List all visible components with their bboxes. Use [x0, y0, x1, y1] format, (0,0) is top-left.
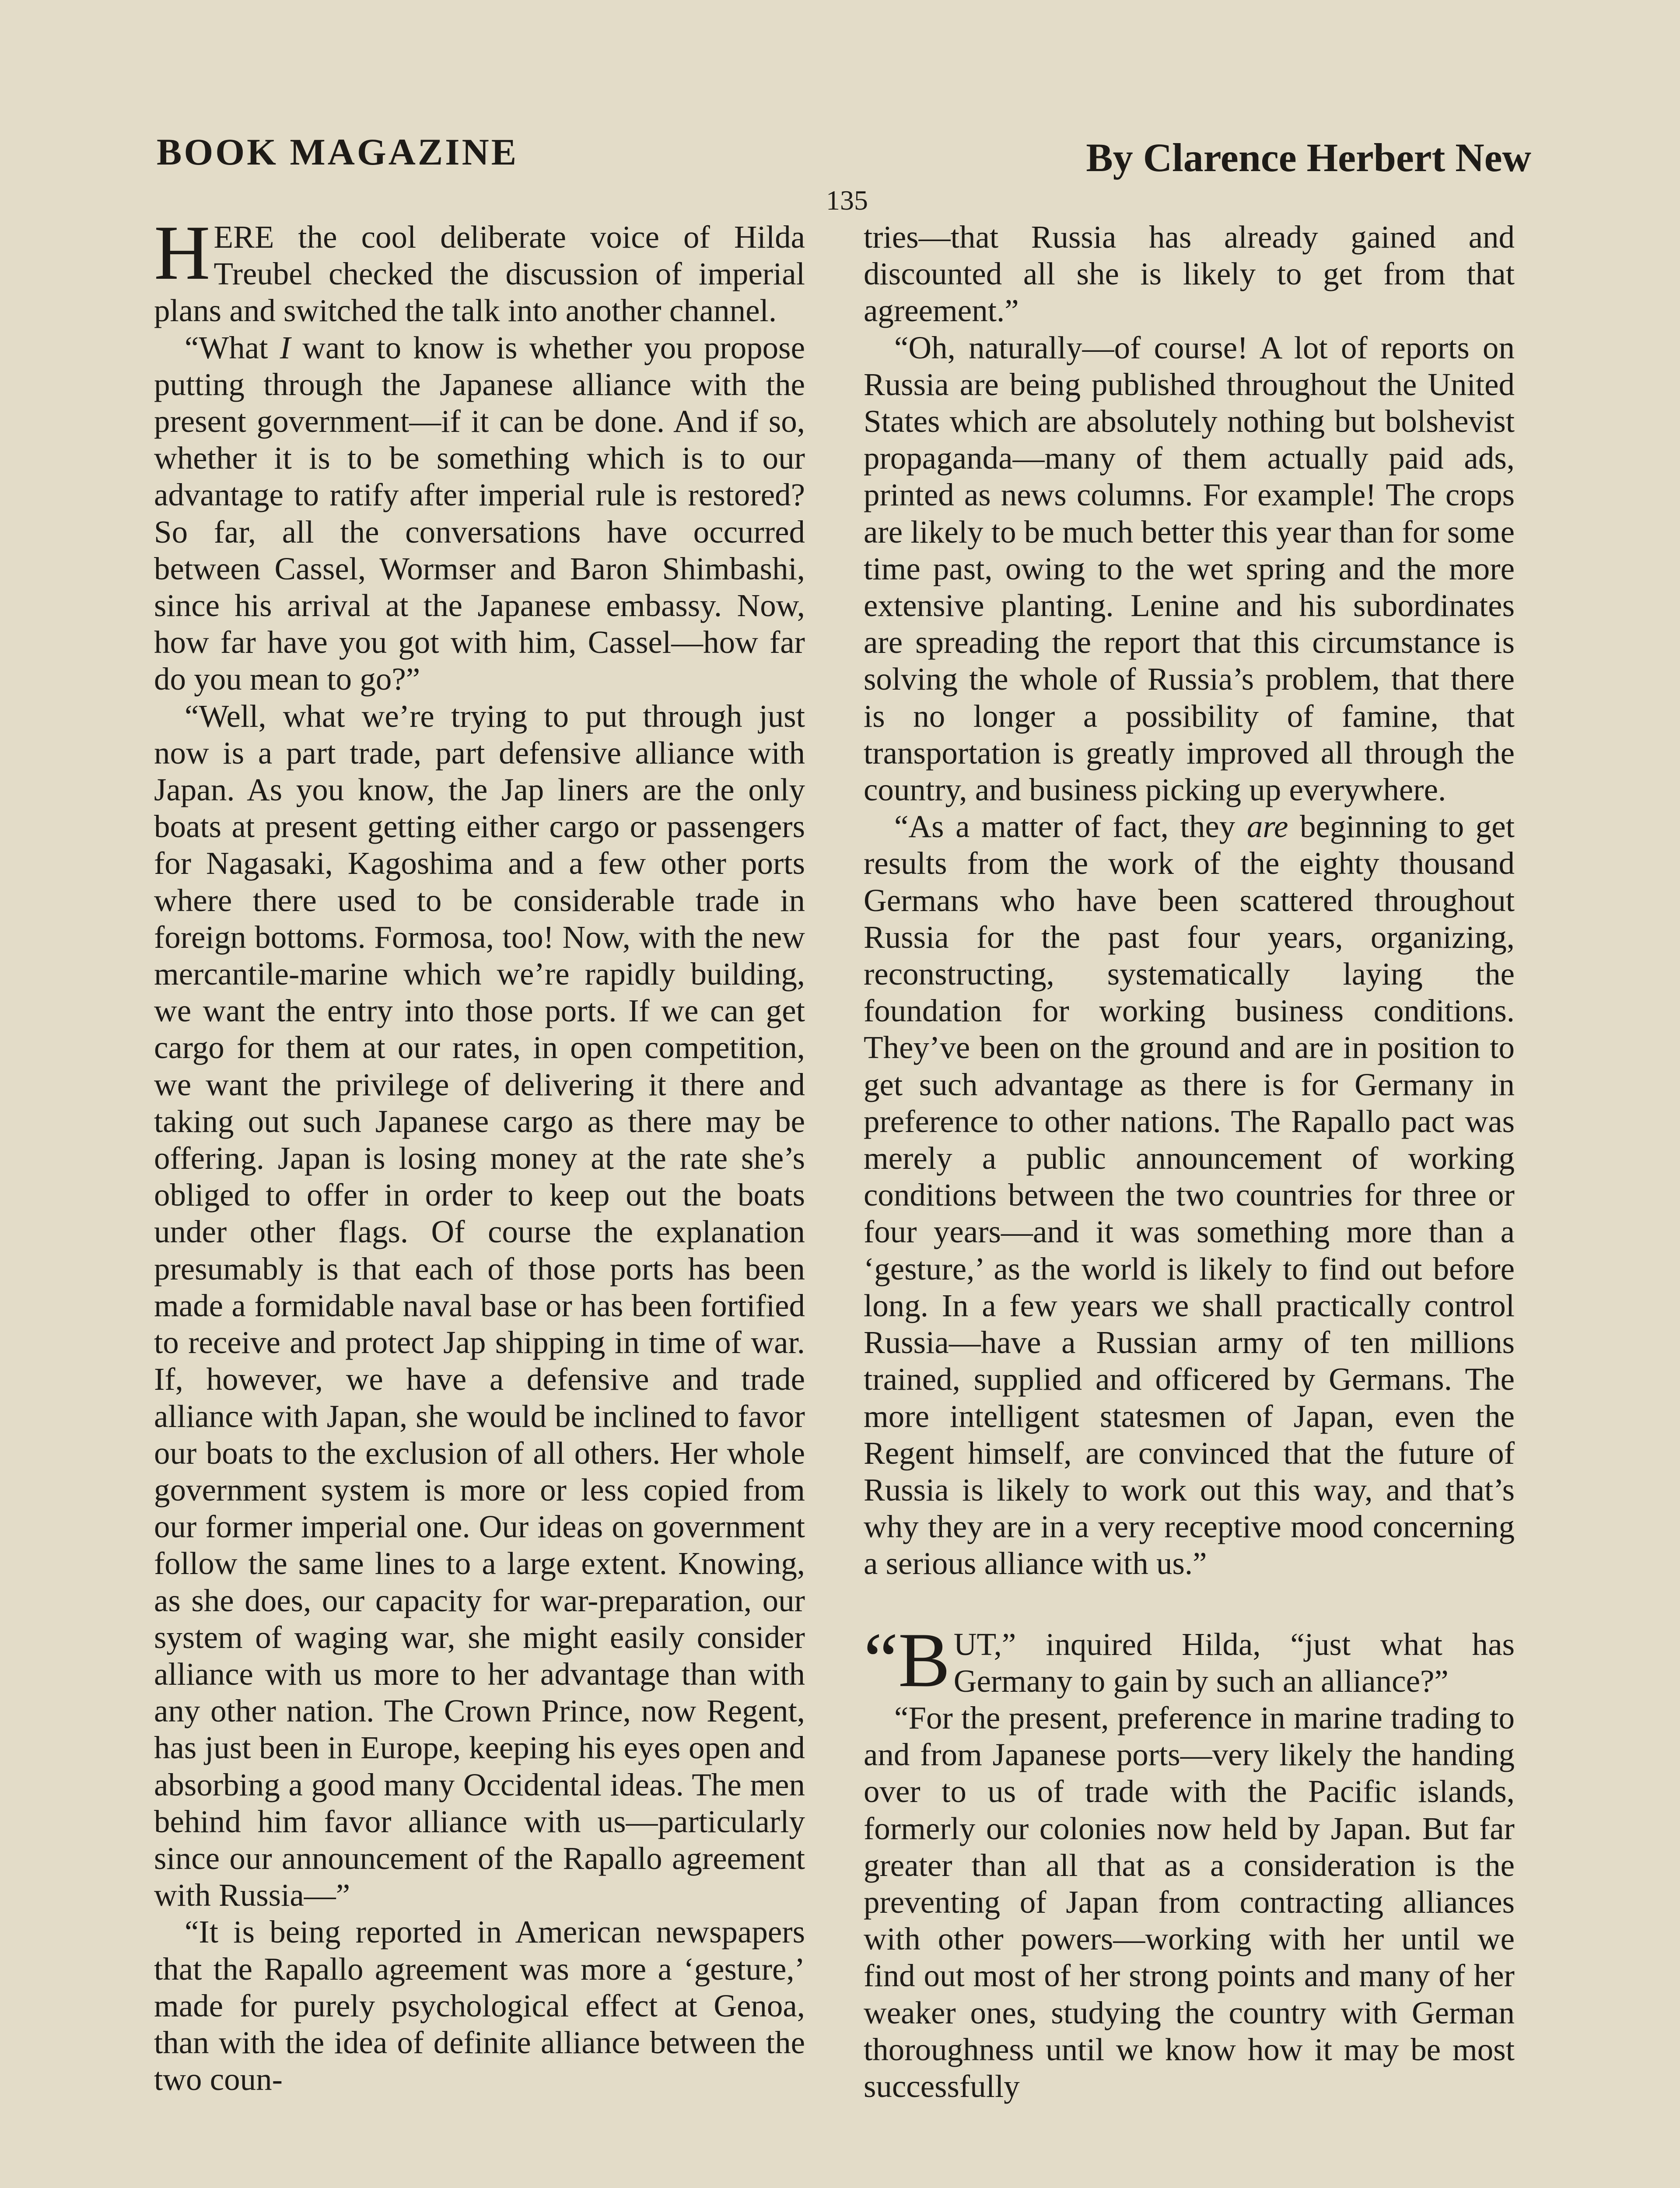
paragraph: “For the present, preference in marine trading to and from Japanese ports—very likely the handing over to us of trade with the Pacific islands, formerly our colonies now held by Japan. But far greater than all that as a consideration is the preventing of Japan from contracting alliances with other powers—working with her until we find out most of her strong points and many of her weaker ones, studying the country with German thoroughness until we know how it may be most successfully	[864, 1700, 1515, 2104]
paragraph-text: “What	[185, 330, 280, 365]
paragraph: tries—that Russia has already gained and discounted all she is likely to get from that agreement.”	[864, 219, 1515, 329]
paragraph-text: “As a matter of fact, they	[894, 809, 1247, 845]
magazine-title: BOOK MAGAZINE	[157, 131, 519, 173]
emphasis: are	[1246, 809, 1288, 845]
paragraph	[864, 1616, 1515, 1703]
paragraph: “It is being reported in American newspapers that the Rapallo agreement was more a ‘gesture,’ made for purely psychological effect at Genoa, than with the idea of definite alliance between the two coun-	[154, 1914, 805, 2097]
right-column	[864, 219, 1515, 2105]
left-column	[154, 209, 805, 2098]
emphasis: I	[280, 330, 291, 365]
paragraph	[154, 209, 805, 330]
paragraph	[864, 808, 1515, 1582]
drop-cap: H	[154, 209, 210, 296]
section-break	[864, 1582, 1515, 1626]
paragraph-text: want to know is whether you propose putting through the Japanese alliance with the present government—if it can be done. And if so, whether it is to be something which is to our advantage to ratify after imperial rule is restored? So far, all the conversations have occurred between Cassel, Wormser and Baron Shimbashi, since his arrival at the Japanese embassy. Now, how far have you got with him, Cassel—how far do you mean to go?”	[154, 330, 805, 697]
author-byline: By Clarence Herbert New	[1086, 135, 1531, 180]
drop-cap-letter: B	[898, 1616, 950, 1703]
paragraph: “Well, what we’re trying to put through just now is a part trade, part defensive alliance with Japan. As you know, the Jap liners are the only boats at present getting either cargo or passengers for Nagasaki, Kagoshima and a few other ports where there used to be considerable trade in foreign bottoms. Formosa, too! Now, with the new mercantile-marine which we’re rapidly building, we want the entry into those ports. If we can get cargo for them at our rates, in open competition, we want the privilege of delivering it there and taking out such Japanese cargo as there may be offering. Japan is losing money at the rate she’s obliged to offer in order to keep out the boats under other flags. Of course the explanation presumably is that each of those ports has been made a formidable naval base or has been fortified to receive and protect Jap shipping in time of war. If, however, we have a defensive and trade alliance with Japan, she would be inclined to favor our boats to the exclusion of all others. Her whole government system is more or less copied from our former imperial one. Our ideas on government follow the same lines to a large extent. Knowing, as she does, our capacity for war-preparation, our system of waging war, she might easily consider alliance with us more to her advantage than with any other nation. The Crown Prince, now Regent, has just been in Europe, keeping his eyes open and absorbing a good many Occidental ideas. The men behind him favor alliance with us—particularly since our announcement of the Rapallo agreement with Russia—”	[154, 698, 805, 1913]
paragraph-text: beginning to get results from the work of the eighty thousand Germans who have been scattered throughout Russia for the past four years, organizing, reconstructing, systematically laying the foundation for working business conditions. They’ve been on the ground and are in position to get such advantage as there is for Germany in preference to other nations. The Rapallo pact was merely a public announcement of working conditions between the two countries for three or four years—and it was something more than a ‘gesture,’ as the world is likely to find out before long. In a few years we shall practically control Russia—have a Russian army of ten millions trained, supplied and officered by Germans. The more intelligent statesmen of Japan, even the Regent himself, are convinced that the future of Russia is likely to work out this way, and that’s why they are in a very receptive mood concerning a serious alliance with us.”	[864, 809, 1515, 1581]
paragraph-text: inquired Hilda, “just what has Germany to gain by such an alliance?”	[953, 1626, 1515, 1699]
opening-small-caps: ERE	[214, 219, 274, 255]
page-number: 135	[826, 185, 868, 216]
paragraph: “Oh, naturally—of course! A lot of reports on Russia are being published throughout the United States which are absolutely nothing but bolshevist propaganda—many of them actually paid ads, printed as news columns. For example! The crops are likely to be much better this year than for some time past, owing to the wet spring and the more extensive planting. Lenine and his subordinates are spreading the report that this circumstance is solving the whole of Russia’s problem, that there is no longer a possibility of famine, that transportation is greatly improved all through the country, and business picking up everywhere.	[864, 330, 1515, 808]
drop-cap	[864, 1616, 954, 1703]
paragraph-text: the cool deliberate voice of Hilda Treubel checked the discussion of imperial plans and switched the talk into another channel.	[154, 219, 805, 329]
opening-small-caps: UT,”	[953, 1626, 1016, 1662]
open-quote: “	[864, 1616, 899, 1703]
paragraph	[154, 330, 805, 698]
